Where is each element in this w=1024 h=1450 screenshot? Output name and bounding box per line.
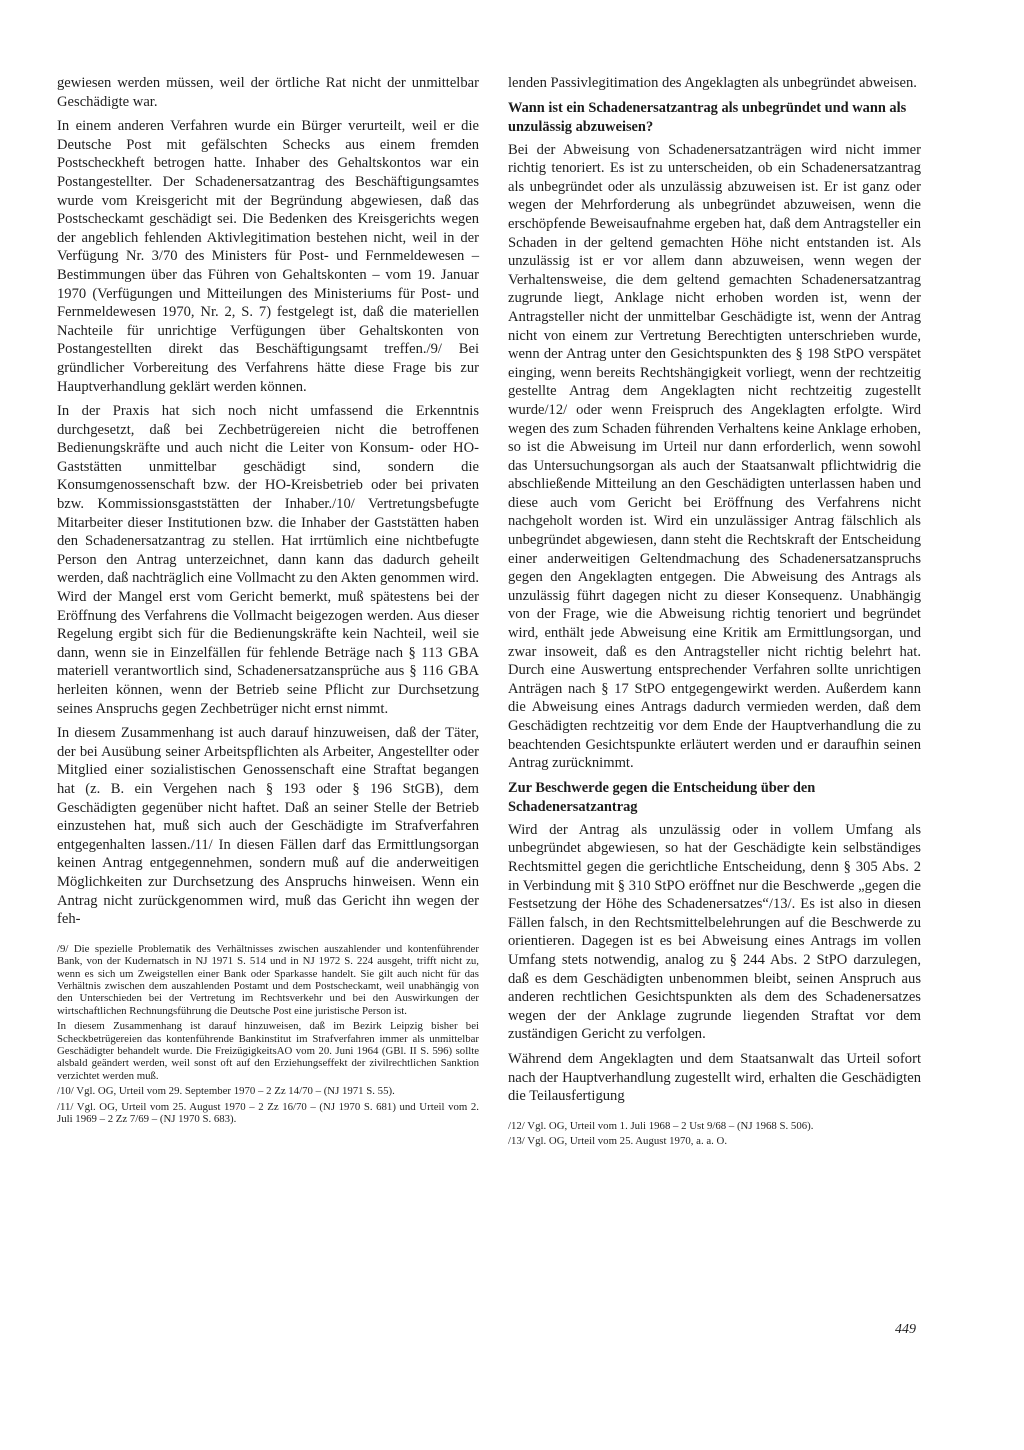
left-column [57, 74, 479, 1128]
footnote-9: /9/ Die spezielle Problematik des Verhältnisses zwischen auszahlender und kontenführender Bank, von der Kudernatsch in NJ 1971 S. 514 und in NJ 1972 S. 224 ausgeht, trifft nicht zu, wenn es sich um Zweigstellen einer Bank oder Sparkasse handelt. Sie gilt auch nicht für das Verhältnis zwischen dem auszahlenden Postamt und dem Postscheckamt, weil unabhängig von den Unterschieden bei der Vertretung im Rechtsverkehr und bei den Auswirkungen der wirtschaftlichen Rechnungsführung die Deutsche Post eine juristische Person ist. [57, 942, 479, 1017]
footnotes-left [57, 943, 479, 1126]
body-paragraph: gewiesen werden müssen, weil der örtliche Rat nicht der unmittelbar Geschädigte war. [57, 75, 479, 110]
body-paragraph: Bei der Abweisung von Schadenersatzanträgen wird nicht immer richtig tenoriert. Es ist zu unterscheiden, ob ein Schadenersatzantrag als unbegründet oder als unzulässig abzuweisen ist. Er ist ganz oder wegen der Mehrforderung als unbegründet abzuweisen, wenn die erschöpfende Beweisaufnahme ergeben hat, daß dem Antragsteller ein Schaden in der geltend gemachten Höhe nicht entstanden ist. Als unzulässig ist er vor allem dann abzuweisen, wenn wegen der Verhaltensweise, die dem geltend gemachten Schadenersatzantrag zugrunde liegt, Anklage nicht erhoben worden ist, wenn der Antragsteller nicht der unmittelbar Geschädigte ist, wenn der Antrag nicht von einem zur Vertretung Berechtigten unterschrieben wurde, wenn der Antrag unter den Gesichtspunkten des § 198 StPO verspätet einging, wenn bereits Rechtshängigkeit vorliegt, wenn der rechtzeitig gestellte Antrag dem Angeklagten nicht rechtzeitig zugestellt wurde/12/ oder wenn Freispruch des Angeklagten erfolgte. Wird wegen des zum Schaden führenden Verhaltens keine Anklage erhoben, so ist die Abweisung im Urteil nur dann erforderlich, wenn sowohl das Untersuchungsorgan als auch der Staatsanwalt pflichtwidrig die abschließende Mitteilung an den Geschädigten unterlassen haben und diese auch vom Gericht bei Eröffnung des Verfahrens nicht nachgeholt worden ist. Wird ein unzulässiger Antrag fälschlich als unbegründet abgewiesen, dann steht die Rechtskraft der Entscheidung einer anderweitigen Geltendmachung des Schadenersatzanspruchs gegen den Angeklagten entgegen. Die Abweisung des Antrags als unzulässig führt dagegen nicht zu dieser Konsequenz. Unabhängig von der Frage, wie die Abweisung richtig tenoriert und begründet wird, enthält jede Abweisung eine Kritik am Ermittlungsorgan, und zwar insoweit, daß es den Antragsteller nicht richtig belehrt hat. Durch eine Auswertung entsprechender Verfahren sollte unrichtigen Anträgen nach § 17 StPO entgegengewirkt werden. Außerdem kann die Abweisung eines Antrags dadurch vermieden werden, daß dem Geschädigten rechtzeitig vor dem Ende der Hauptverhandlung die zu beachtenden Gesichtspunkte erläutert werden und er daraufhin seinen Antrag zurücknimmt. [508, 141, 921, 772]
body-paragraph: In diesem Zusammenhang ist auch darauf hinzuweisen, daß der Täter, der bei Ausübung seiner Arbeitspflichten als Arbeiter, Angestellter oder Mitglied einer sozialistischen Genossenschaft eine Straftat begangen hat (z. B. ein Vergehen nach § 193 oder § 196 StGB), dem Geschädigten gegenüber nicht haftet. Daß an seiner Stelle der Betrieb einzustehen hat, muß sich auch der Geschädigte im Strafverfahren entgegenhalten lassen./11/ In diesen Fällen darf das Ermittlungsorgan keinen Antrag entgegennehmen, sondern muß auf die anderweitigen Möglichkeiten zur Durchsetzung des Anspruchs hinweisen. Wenn ein Antrag nicht zurückgenommen wird, muß das Gericht ihn wegen der feh- [57, 725, 479, 928]
page-number: 449 [895, 1322, 916, 1337]
footnote-13: /13/ Vgl. OG, Urteil vom 25. August 1970, a. a. O. [508, 1135, 728, 1148]
body-paragraph: lenden Passivlegitimation des Angeklagten als unbegründet abweisen. [508, 75, 917, 91]
body-paragraph: Wird der Antrag als unzulässig oder in vollem Umfang als unbegründet abgewiesen, so hat der Geschädigte kein selbständiges Rechtsmittel gegen die gerichtliche Entscheidung, denn § 305 Abs. 2 in Verbindung mit § 310 StPO eröffnet nur die Beschwerde „gegen die Festsetzung der Höhe des Schadenersatzes“/13/. Es ist also in diesen Fällen falsch, in den Rechtsmittelbelehrungen auf die Beschwerde zu orientieren. Dagegen ist es bei Abweisung eines Antrags im vollen Umfang stets notwendig, analog zu § 244 Abs. 2 StPO darzulegen, daß es dem Geschädigten unbenommen bleibt, seinen Anspruch aus anderen rechtlichen Gesichtspunkten als dem des Schadenersatzes wegen der der Anklage zugrunde liegenden Straftat vor dem zuständigen Gericht zu verfolgen. [508, 821, 921, 1043]
section-heading: Zur Beschwerde gegen die Entscheidung über den Schadenersatzantrag [508, 779, 816, 815]
right-column [508, 74, 921, 1151]
footnote-9-continuation: In diesem Zusammenhang ist darauf hinzuweisen, daß im Bezirk Leipzig bisher bei Scheckbetrügereien das kontenführende Bankinstitut im Strafverfahren immer als unmittelbar Geschädigter behandelt wurde. Die FreizügigkeitsAO vom 20. Juni 1964 (GBl. II S. 596) sollte alsbald geändert werden, weil sonst oft auf den Erziehungseffekt der zivilrechtlichen Sanktion verzichtet werden muß. [57, 1020, 479, 1082]
body-paragraph: Während dem Angeklagten und dem Staatsanwalt das Urteil sofort nach der Hauptverhandlung zugestellt wird, erhalten die Geschädigten die Teilausfertigung [508, 1050, 921, 1105]
body-paragraph: In einem anderen Verfahren wurde ein Bürger verurteilt, weil er die Deutsche Post mit gefälschten Schecks aus einem fremden Postscheckheft betrogen hatte. Inhaber des Gehaltskontos war ein Postangestellter. Der Schadenersatzantrag des Beschäftigungsamtes wurde vom Kreisgericht mit der Begründung abgewiesen, daß das Postscheckamt geschädigt sei. Die Bedenken des Kreisgerichts wegen der angeblich fehlenden Aktivlegitimation bestehen nicht, weil in der Verfügung Nr. 3/70 des Ministers für Post- und Fernmeldewesen – Bestimmungen über das Führen von Gehaltskonten – vom 19. Januar 1970 (Verfügungen und Mitteilungen des Ministeriums für Post- und Fernmeldewesen 1970, Nr. 2, S. 7) festgelegt ist, daß die materiellen Nachteile für unrichtige Verfügungen über Gehaltskonten von Postangestellten direkt das Beschäftigungsamt treffen./9/ Bei gründlicher Vorbereitung des Verfahrens hätte diese Frage bis zur Hauptverhandlung geklärt werden können. [57, 118, 479, 395]
section-heading: Wann ist ein Schadenersatzantrag als unbegründet und wann als unzulässig abzuweisen? [508, 99, 907, 135]
footnote-12: /12/ Vgl. OG, Urteil vom 1. Juli 1968 – 2 Ust 9/68 – (NJ 1968 S. 506). [508, 1119, 814, 1132]
body-paragraph: In der Praxis hat sich noch nicht umfassend die Erkenntnis durchgesetzt, daß bei Zechbetrügereien nicht die betroffenen Bedienungskräfte und auch nicht die Leiter von Konsum- oder HO-Gaststätten unmittelbar geschädigt sind, sondern die Konsumgenossenschaft bzw. der HO-Kreisbetrieb oder bei privaten bzw. Kommissionsgaststätten der Inhaber./10/ Vertretungsbefugte Mitarbeiter dieser Institutionen bzw. die Inhaber der Gaststätten haben den Schadenersatzantrag zu stellen. Hat irrtümlich eine nichtbefugte Person den Antrag unterzeichnet, dann kann das dadurch geheilt werden, daß nachträglich eine Vollmacht zu den Akten genommen wird. Wird der Mangel erst vom Gericht bemerkt, muß spätestens bei der Eröffnung des Verfahrens die Vollmacht beigezogen werden. Aus dieser Regelung ergibt sich für die Bedienungskräfte kein Nachteil, weil sie dann, wenn sie in Einzelfällen für fehlende Beträge nach § 113 GBA materiell verantwortlich sind, Schadenersatzansprüche aus § 116 GBA herleiten können, wenn der Betrieb seine Pflicht zur Durchsetzung seines Anspruchs gegen Zechbetrüger nicht ernst nimmt. [57, 403, 479, 717]
footnote-10: /10/ Vgl. OG, Urteil vom 29. September 1970 – 2 Zz 14/70 – (NJ 1971 S. 55). [57, 1085, 395, 1098]
footnote-11: /11/ Vgl. OG, Urteil vom 25. August 1970 – 2 Zz 16/70 – (NJ 1970 S. 681) und Urteil vom 2. Juli 1969 – 2 Zz 7/69 – (NJ 1970 S. 683). [57, 1100, 479, 1125]
footnotes-right [508, 1120, 921, 1148]
